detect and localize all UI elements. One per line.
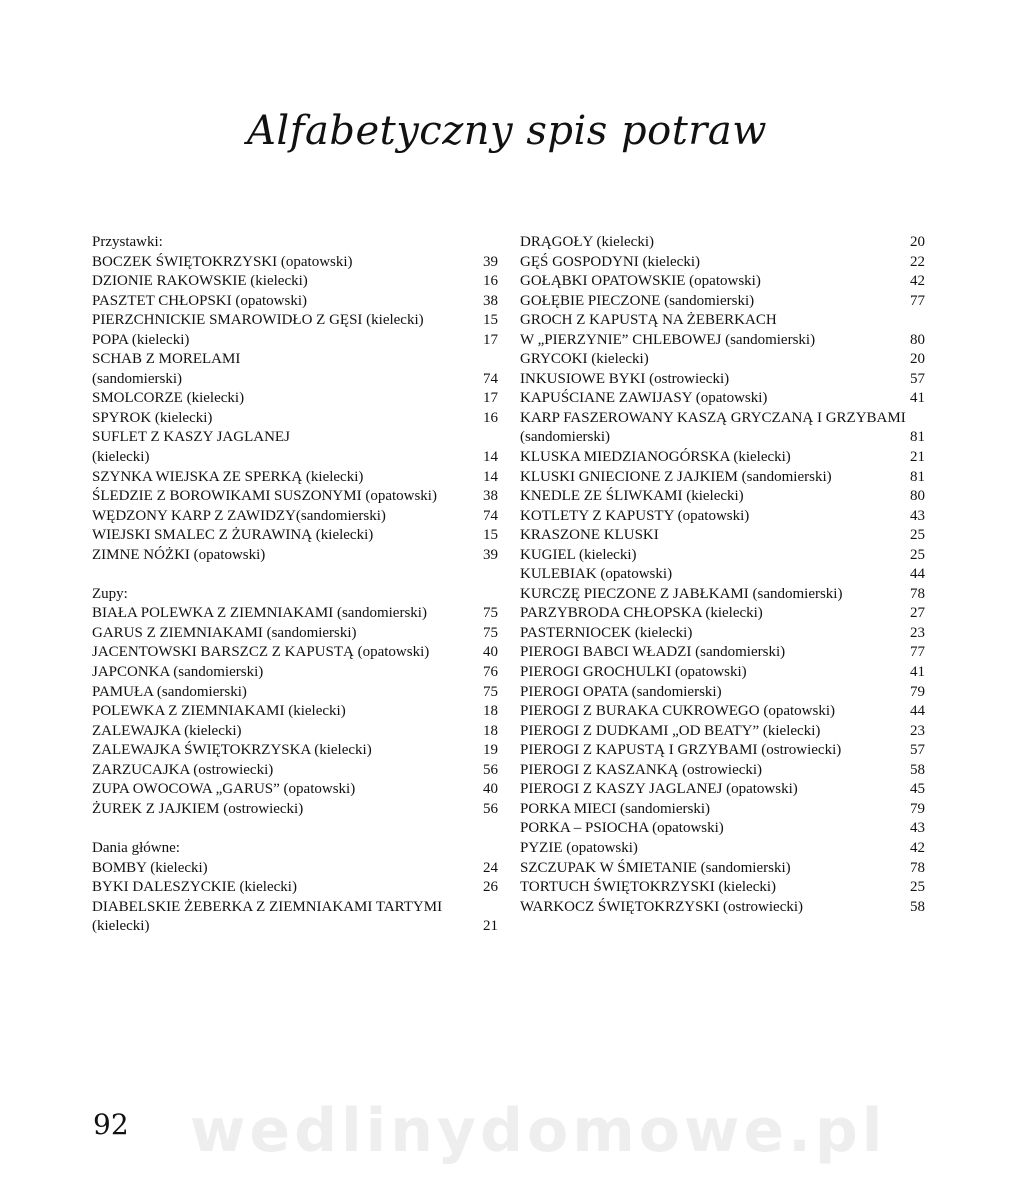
entry-page: 24 [483, 859, 498, 876]
index-entry [92, 546, 498, 566]
entry-title: Przystawki: [92, 234, 163, 250]
entry-page: 80 [910, 331, 925, 348]
entry-page: 79 [910, 800, 925, 817]
watermark: wedlinydomowe.pl [190, 1096, 887, 1166]
entry-page: 74 [483, 507, 498, 524]
entry-page: 56 [483, 800, 498, 817]
entry-title: PORKA – PSIOCHA (opatowski) [520, 820, 724, 837]
index-entry [92, 487, 498, 507]
entry-title: PIEROGI GROCHULKI (opatowski) [520, 664, 747, 681]
entry-title: Zupy: [92, 585, 128, 602]
index-entry [92, 761, 498, 781]
index-entry [92, 839, 498, 859]
entry-title: W „PIERZYNIE” CHLEBOWEJ (sandomierski) [520, 331, 816, 348]
entry-page: 16 [483, 409, 498, 426]
index-entry [520, 859, 925, 879]
index-entry [92, 741, 498, 761]
entry-page [474, 350, 498, 370]
entry-page: 76 [483, 664, 498, 681]
index-entry [92, 370, 498, 390]
entry-page: 81 [910, 429, 925, 446]
entry-title: GARUS Z ZIEMNIAKAMI (sandomierski) [92, 624, 357, 641]
entry-page: 23 [910, 624, 925, 641]
index-entry [92, 819, 498, 839]
entry-title: DZIONIE RAKOWSKIE (kielecki) [92, 273, 308, 290]
entry-title: (sandomierski) [520, 429, 610, 446]
index-entry [520, 331, 925, 351]
index-entry [92, 526, 498, 546]
entry-title: PIEROGI Z BURAKA CUKROWEGO (opatowski) [520, 703, 835, 720]
entry-title: KARP FASZEROWANY KASZĄ GRYCZANĄ I GRZYBAMI [520, 409, 906, 426]
entry-title: GOŁĘBIE PIECZONE (sandomierski) [520, 292, 755, 309]
entry-page: 77 [910, 644, 925, 661]
index-entry [92, 604, 498, 624]
entry-title: SUFLET Z KASZY JAGLANEJ [92, 429, 290, 446]
entry-page: 78 [910, 585, 925, 602]
index-entry [520, 683, 925, 703]
entry-title: PIEROGI Z KASZY JAGLANEJ (opatowski) [520, 781, 798, 798]
entry-page: 18 [483, 703, 498, 720]
index-entry [520, 663, 925, 683]
entry-page: 21 [483, 918, 498, 935]
index-entry [520, 604, 925, 624]
entry-page [474, 428, 498, 448]
index-entry [92, 683, 498, 703]
entry-title: PASZTET CHŁOPSKI (opatowski) [92, 292, 308, 309]
entry-title: (kielecki) [92, 449, 150, 466]
entry-title: SZYNKA WIEJSKA ZE SPERKĄ (kielecki) [92, 468, 364, 485]
index-entry [92, 917, 498, 937]
entry-title: PIEROGI Z DUDKAMI „OD BEATY” (kielecki) [520, 722, 821, 739]
entry-page: 44 [910, 566, 925, 583]
index-entry [92, 565, 498, 585]
entry-page: 38 [483, 292, 498, 309]
entry-page: 58 [910, 761, 925, 778]
entry-page: 56 [483, 761, 498, 778]
entry-page: 16 [483, 273, 498, 290]
index-entry [92, 331, 498, 351]
index-entry [520, 409, 925, 429]
index-entry [520, 585, 925, 605]
entry-page: 81 [910, 468, 925, 485]
entry-title: PIEROGI BABCI WŁADZI (sandomierski) [520, 644, 786, 661]
entry-title: KURCZĘ PIECZONE Z JABŁKAMI (sandomierski) [520, 585, 843, 602]
entry-page: 57 [910, 370, 925, 387]
entry-page: 22 [910, 253, 925, 270]
entry-page: 42 [910, 839, 925, 856]
entry-page: 75 [483, 605, 498, 622]
index-entry [92, 722, 498, 742]
index-entry [520, 780, 925, 800]
index-entry [520, 878, 925, 898]
entry-title: KULEBIAK (opatowski) [520, 566, 673, 583]
entry-page: 17 [483, 331, 498, 348]
entry-title: JAPCONKA (sandomierski) [92, 664, 264, 681]
entry-page: 18 [483, 722, 498, 739]
entry-page: 14 [483, 449, 498, 466]
entry-title: KOTLETY Z KAPUSTY (opatowski) [520, 507, 750, 524]
entry-title: ZALEWAJKA (kielecki) [92, 722, 242, 739]
index-entry [92, 350, 498, 370]
entry-title: BYKI DALESZYCKIE (kielecki) [92, 879, 297, 896]
entry-page: 39 [483, 546, 498, 563]
entry-title: (kielecki) [92, 918, 150, 935]
index-entry [92, 428, 498, 448]
entry-title: KUGIEL (kielecki) [520, 546, 637, 563]
entry-title: DRĄGOŁY (kielecki) [520, 234, 654, 250]
entry-title: ŻUREK Z JAJKIEM (ostrowiecki) [92, 800, 304, 817]
entry-title: PIEROGI Z KAPUSTĄ I GRZYBAMI (ostrowiecki) [520, 742, 842, 759]
entry-page [474, 585, 498, 605]
index-entry [520, 624, 925, 644]
entry-title: POPA (kielecki) [92, 331, 190, 348]
entry-title: GĘŚ GOSPODYNI (kielecki) [520, 253, 700, 270]
entry-title: PARZYBRODA CHŁOPSKA (kielecki) [520, 605, 763, 622]
index-entry [92, 585, 498, 605]
index-entry [92, 292, 498, 312]
page-number: 92 [93, 1108, 129, 1141]
index-entry [520, 546, 925, 566]
index-entry [92, 507, 498, 527]
index-entry [92, 311, 498, 331]
entry-title: PASTERNIOCEK (kielecki) [520, 624, 693, 641]
entry-title: PORKA MIECI (sandomierski) [520, 800, 710, 817]
entry-page [474, 839, 498, 859]
entry-title: KAPUŚCIANE ZAWIJASY (opatowski) [520, 390, 768, 407]
index-entry [520, 428, 925, 448]
entry-page: 77 [910, 292, 925, 309]
index-entry [92, 663, 498, 683]
index-entry [520, 800, 925, 820]
page-title: Alfabetyczny spis potraw [247, 108, 767, 154]
index-entry [92, 468, 498, 488]
entry-page: 40 [483, 644, 498, 661]
index-column-right [520, 233, 925, 917]
entry-page: 15 [483, 527, 498, 544]
entry-page: 58 [910, 898, 925, 915]
index-entry [520, 702, 925, 722]
entry-title: WIEJSKI SMALEC Z ŻURAWINĄ (kielecki) [92, 527, 374, 544]
entry-page [901, 311, 925, 331]
entry-title: SZCZUPAK W ŚMIETANIE (sandomierski) [520, 859, 791, 876]
entry-page: 20 [910, 351, 925, 368]
entry-title: Dania główne: [92, 839, 180, 856]
index-column-left [92, 233, 498, 937]
index-entry [92, 389, 498, 409]
entry-page: 74 [483, 370, 498, 387]
index-entry [520, 468, 925, 488]
index-entry [92, 878, 498, 898]
entry-page: 15 [483, 312, 498, 329]
entry-title: KNEDLE ZE ŚLIWKAMI (kielecki) [520, 488, 744, 505]
entry-title: SMOLCORZE (kielecki) [92, 390, 245, 407]
index-entry [92, 800, 498, 820]
index-entry [92, 253, 498, 273]
entry-page: 19 [483, 742, 498, 759]
index-entry [520, 507, 925, 527]
entry-page: 41 [910, 664, 925, 681]
entry-title: DIABELSKIE ŻEBERKA Z ZIEMNIAKAMI TARTYMI [92, 898, 443, 915]
index-entry [520, 448, 925, 468]
index-entry [92, 859, 498, 879]
entry-page [474, 819, 498, 839]
entry-page: 27 [910, 605, 925, 622]
entry-title: POLEWKA Z ZIEMNIAKAMI (kielecki) [92, 703, 346, 720]
entry-title: (sandomierski) [92, 370, 182, 387]
index-entry [520, 253, 925, 273]
index-entry [92, 272, 498, 292]
entry-page: 40 [483, 781, 498, 798]
index-entry [520, 565, 925, 585]
entry-title: BIAŁA POLEWKA Z ZIEMNIAKAMI (sandomierski) [92, 605, 427, 622]
entry-page: 20 [910, 234, 925, 250]
entry-title: ZIMNE NÓŻKI (opatowski) [92, 546, 266, 563]
entry-page [906, 409, 930, 429]
entry-title: WARKOCZ ŚWIĘTOKRZYSKI (ostrowiecki) [520, 898, 804, 915]
index-entry [520, 761, 925, 781]
index-entry [92, 448, 498, 468]
entry-title: SPYROK (kielecki) [92, 409, 213, 426]
index-entry [520, 272, 925, 292]
index-entry [92, 702, 498, 722]
entry-title: TORTUCH ŚWIĘTOKRZYSKI (kielecki) [520, 879, 777, 896]
index-entry [92, 233, 498, 253]
entry-page: 38 [483, 488, 498, 505]
entry-page: 44 [910, 703, 925, 720]
entry-title: PYZIE (opatowski) [520, 839, 638, 856]
entry-title: KLUSKA MIEDZIANOGÓRSKA (kielecki) [520, 449, 791, 466]
index-entry [520, 292, 925, 312]
entry-page: 23 [910, 722, 925, 739]
entry-title: KRASZONE KLUSKI [520, 527, 659, 544]
entry-title: BOCZEK ŚWIĘTOKRZYSKI (opatowski) [92, 253, 353, 270]
entry-title: ZALEWAJKA ŚWIĘTOKRZYSKA (kielecki) [92, 742, 372, 759]
index-entry [92, 409, 498, 429]
entry-page: 17 [483, 390, 498, 407]
entry-title: ZARZUCAJKA (ostrowiecki) [92, 761, 274, 778]
entry-page: 57 [910, 742, 925, 759]
index-entry [520, 643, 925, 663]
index-entry [92, 643, 498, 663]
entry-title: PAMUŁA (sandomierski) [92, 683, 247, 700]
index-entry [520, 898, 925, 918]
entry-page: 79 [910, 683, 925, 700]
index-entry [520, 819, 925, 839]
entry-title: ŚLEDZIE Z BOROWIKAMI SUSZONYMI (opatowski) [92, 488, 437, 505]
entry-page: 75 [483, 683, 498, 700]
entry-page: 39 [483, 253, 498, 270]
entry-title: ZUPA OWOCOWA „GARUS” (opatowski) [92, 781, 356, 798]
entry-page: 26 [483, 879, 498, 896]
entry-title: SCHAB Z MORELAMI [92, 351, 241, 368]
entry-title: PIEROGI Z KASZANKĄ (ostrowiecki) [520, 761, 763, 778]
index-entry [92, 780, 498, 800]
index-entry [92, 624, 498, 644]
entry-page: 42 [910, 273, 925, 290]
entry-page: 78 [910, 859, 925, 876]
entry-page: 45 [910, 781, 925, 798]
entry-title: GOŁĄBKI OPATOWSKIE (opatowski) [520, 273, 761, 290]
index-entry [520, 839, 925, 859]
index-entry [520, 370, 925, 390]
entry-page: 25 [910, 527, 925, 544]
index-entry [520, 311, 925, 331]
index-entry [520, 389, 925, 409]
entry-page: 21 [910, 449, 925, 466]
index-entry [92, 898, 498, 918]
entry-page: 43 [910, 507, 925, 524]
index-entry [520, 526, 925, 546]
entry-page: 43 [910, 820, 925, 837]
index-entry [520, 487, 925, 507]
entry-page [474, 233, 498, 253]
entry-title: PIERZCHNICKIE SMAROWIDŁO Z GĘSI (kielecki) [92, 312, 424, 329]
entry-page: 25 [910, 879, 925, 896]
entry-title: BOMBY (kielecki) [92, 859, 208, 876]
entry-title: JACENTOWSKI BARSZCZ Z KAPUSTĄ (opatowski) [92, 644, 430, 661]
index-entry [520, 722, 925, 742]
entry-page: 75 [483, 624, 498, 641]
index-entry [520, 350, 925, 370]
entry-title: GROCH Z KAPUSTĄ NA ŻEBERKACH [520, 312, 777, 329]
entry-page: 14 [483, 468, 498, 485]
entry-page: 41 [910, 390, 925, 407]
index-entry [520, 233, 925, 253]
entry-title: INKUSIOWE BYKI (ostrowiecki) [520, 370, 730, 387]
entry-page [474, 898, 498, 918]
entry-title: GRYCOKI (kielecki) [520, 351, 649, 368]
entry-page [474, 565, 498, 585]
entry-title: WĘDZONY KARP Z ZAWIDZY(sandomierski) [92, 507, 386, 524]
entry-page: 25 [910, 546, 925, 563]
entry-title: KLUSKI GNIECIONE Z JAJKIEM (sandomierski) [520, 468, 832, 485]
entry-title: PIEROGI OPATA (sandomierski) [520, 683, 722, 700]
index-entry [520, 741, 925, 761]
entry-page: 80 [910, 488, 925, 505]
